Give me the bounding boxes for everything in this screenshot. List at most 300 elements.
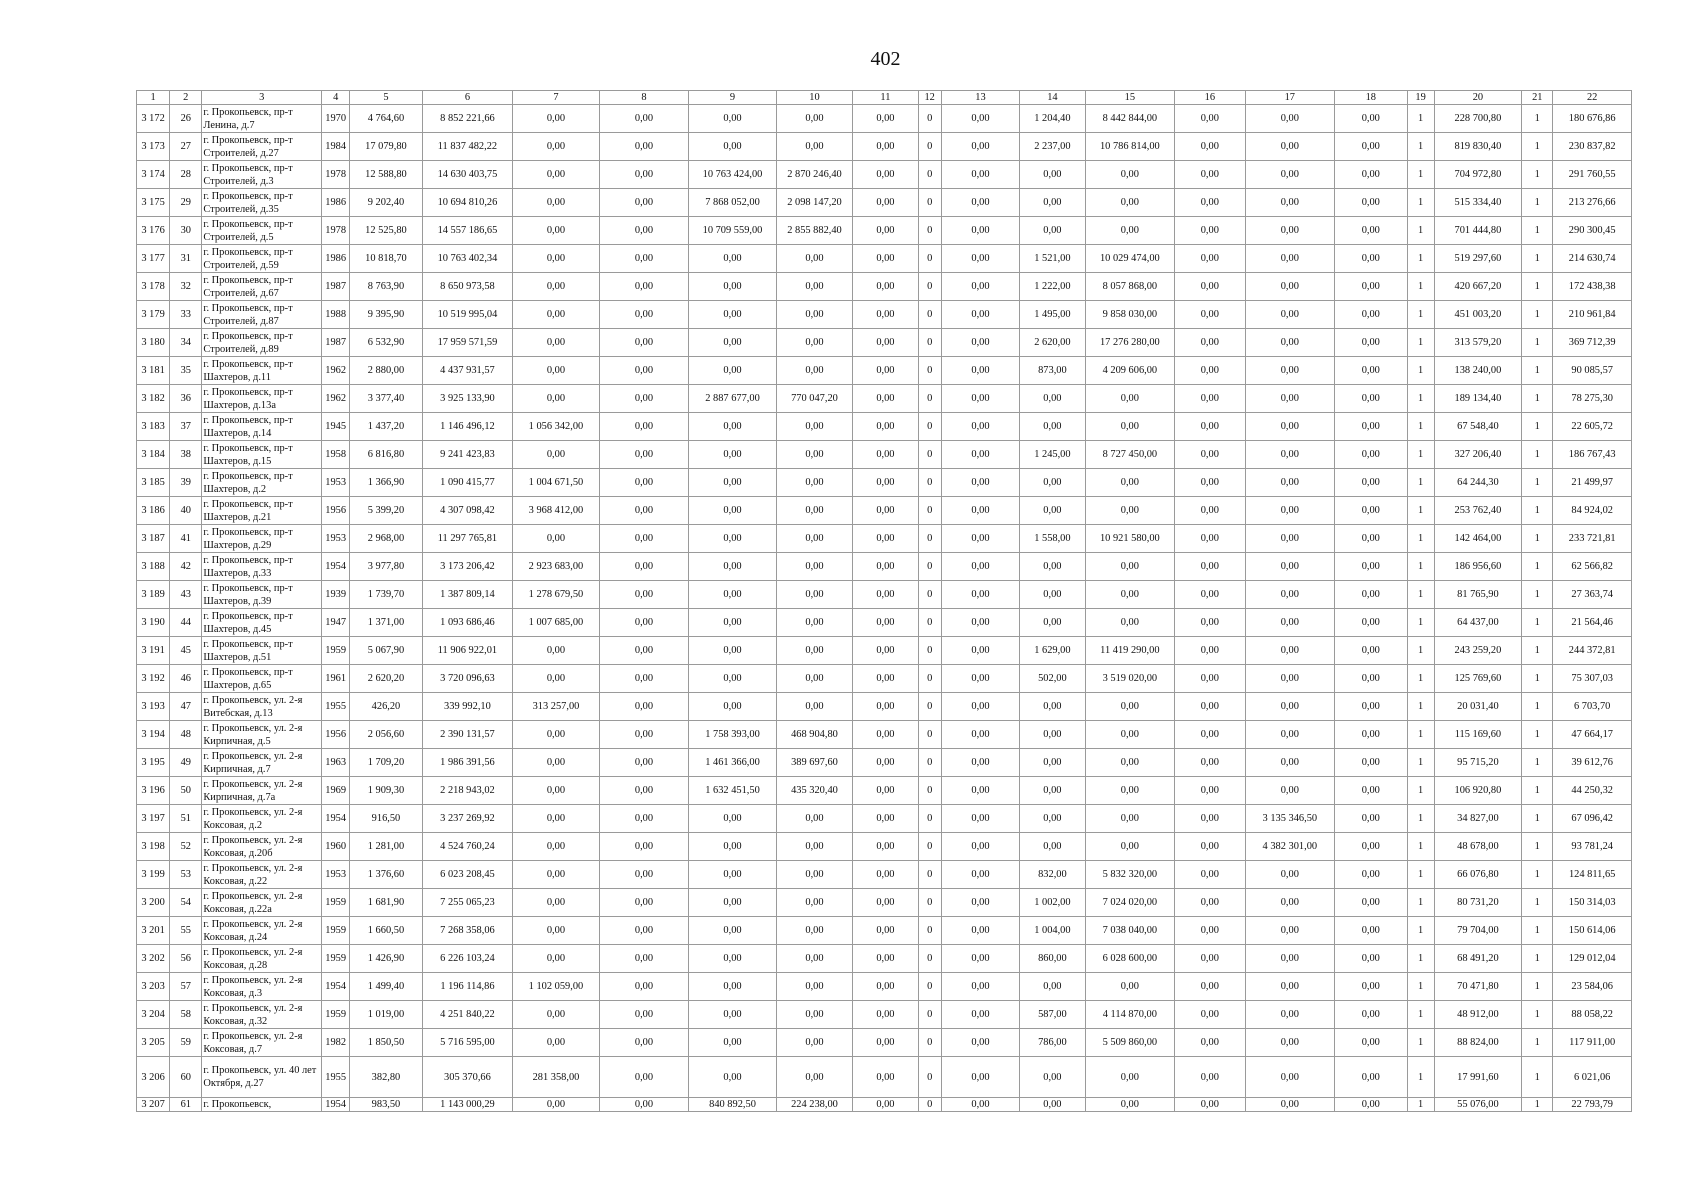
- table-cell: 0: [918, 721, 941, 749]
- table-cell: 3 172: [137, 105, 170, 133]
- table-cell: 1978: [322, 161, 350, 189]
- table-cell: 1984: [322, 133, 350, 161]
- table-cell: 0,00: [599, 217, 689, 245]
- table-cell: 0: [918, 245, 941, 273]
- table-cell: 3 202: [137, 945, 170, 973]
- table-cell: 0,00: [1335, 133, 1407, 161]
- column-header: 18: [1335, 91, 1407, 105]
- table-cell: 0,00: [513, 217, 600, 245]
- table-cell: 0,00: [941, 1001, 1019, 1029]
- table-cell: 0,00: [513, 1001, 600, 1029]
- table-cell: 0,00: [1335, 889, 1407, 917]
- table-cell: 0,00: [776, 273, 852, 301]
- table-cell: 1: [1407, 1029, 1434, 1057]
- table-cell: 1 004,00: [1020, 917, 1085, 945]
- table-cell: 11 297 765,81: [422, 525, 513, 553]
- column-header: 20: [1434, 91, 1522, 105]
- table-cell: 0,00: [776, 525, 852, 553]
- table-cell: 0,00: [1175, 861, 1245, 889]
- table-cell: 0,00: [689, 1057, 777, 1098]
- table-cell: 2 056,60: [350, 721, 422, 749]
- table-cell: 0,00: [853, 581, 918, 609]
- table-cell: 0,00: [689, 665, 777, 693]
- table-cell: 369 712,39: [1553, 329, 1632, 357]
- table-cell: 0,00: [1335, 161, 1407, 189]
- table-cell: 0: [918, 1029, 941, 1057]
- table-cell: 1: [1522, 553, 1553, 581]
- table-cell: 0,00: [1175, 917, 1245, 945]
- table-cell: 0,00: [513, 749, 600, 777]
- table-cell: 1: [1407, 105, 1434, 133]
- table-cell: 88 824,00: [1434, 1029, 1522, 1057]
- table-cell: 34 827,00: [1434, 805, 1522, 833]
- table-cell: 0,00: [941, 945, 1019, 973]
- table-cell: 1 371,00: [350, 609, 422, 637]
- table-cell: 0,00: [599, 861, 689, 889]
- table-cell: 2 880,00: [350, 357, 422, 385]
- table-cell: 0,00: [1020, 973, 1085, 1001]
- table-cell: 0,00: [853, 777, 918, 805]
- table-cell: 6 023 208,45: [422, 861, 513, 889]
- address-cell: г. Прокопьевск, пр-т Шахтеров, д.45: [202, 609, 322, 637]
- column-header: 5: [350, 91, 422, 105]
- address-cell: г. Прокопьевск, ул. 2-я Кирпичная, д.5: [202, 721, 322, 749]
- table-cell: 3 183: [137, 413, 170, 441]
- table-cell: 0,00: [941, 749, 1019, 777]
- table-cell: 0,00: [776, 973, 852, 1001]
- table-cell: 1 204,40: [1020, 105, 1085, 133]
- column-header: 16: [1175, 91, 1245, 105]
- table-cell: 0,00: [1020, 721, 1085, 749]
- table-cell: 3 197: [137, 805, 170, 833]
- table-cell: 64 437,00: [1434, 609, 1522, 637]
- table-cell: 0,00: [513, 273, 600, 301]
- table-cell: 2 620,20: [350, 665, 422, 693]
- table-cell: 0: [918, 273, 941, 301]
- table-cell: 1: [1407, 301, 1434, 329]
- table-cell: 0,00: [941, 833, 1019, 861]
- table-cell: 0,00: [1335, 973, 1407, 1001]
- table-cell: 0,00: [1335, 749, 1407, 777]
- table-cell: 0,00: [1175, 1001, 1245, 1029]
- table-cell: 0,00: [1175, 133, 1245, 161]
- table-cell: 6 816,80: [350, 441, 422, 469]
- table-cell: 0,00: [1020, 833, 1085, 861]
- table-cell: 3 207: [137, 1098, 170, 1112]
- address-cell: г. Прокопьевск, пр-т Строителей, д.87: [202, 301, 322, 329]
- table-cell: 1: [1522, 945, 1553, 973]
- table-cell: 1987: [322, 329, 350, 357]
- table-cell: 0,00: [599, 833, 689, 861]
- table-cell: 0,00: [1020, 693, 1085, 721]
- table-cell: 0,00: [599, 105, 689, 133]
- table-cell: 0,00: [941, 413, 1019, 441]
- table-cell: 0,00: [776, 133, 852, 161]
- table-cell: 0,00: [1335, 609, 1407, 637]
- table-cell: 6 021,06: [1553, 1057, 1632, 1098]
- address-cell: г. Прокопьевск, пр-т Шахтеров, д.15: [202, 441, 322, 469]
- table-cell: 61: [170, 1098, 202, 1112]
- table-cell: 0,00: [941, 721, 1019, 749]
- table-cell: 0,00: [776, 329, 852, 357]
- table-cell: 3 977,80: [350, 553, 422, 581]
- table-row: [137, 357, 1632, 385]
- table-cell: 0,00: [513, 889, 600, 917]
- table-cell: 4 764,60: [350, 105, 422, 133]
- table-cell: 1: [1407, 609, 1434, 637]
- column-header: 10: [776, 91, 852, 105]
- column-header: 19: [1407, 91, 1434, 105]
- table-cell: 0,00: [776, 105, 852, 133]
- table-cell: 3 135 346,50: [1245, 805, 1335, 833]
- table-cell: 243 259,20: [1434, 637, 1522, 665]
- table-row: [137, 693, 1632, 721]
- table-cell: 0,00: [941, 441, 1019, 469]
- table-cell: 0,00: [1175, 889, 1245, 917]
- table-cell: 0,00: [1245, 245, 1335, 273]
- address-cell: г. Прокопьевск, пр-т Строителей, д.3: [202, 161, 322, 189]
- table-row: [137, 105, 1632, 133]
- table-cell: 0,00: [689, 469, 777, 497]
- table-cell: 0,00: [1175, 1057, 1245, 1098]
- table-cell: 916,50: [350, 805, 422, 833]
- table-cell: 37: [170, 413, 202, 441]
- table-cell: 3 377,40: [350, 385, 422, 413]
- table-cell: 0,00: [1175, 161, 1245, 189]
- table-cell: 0,00: [1085, 161, 1175, 189]
- table-cell: 0: [918, 777, 941, 805]
- table-row: [137, 133, 1632, 161]
- table-cell: 32: [170, 273, 202, 301]
- table-cell: 1 629,00: [1020, 637, 1085, 665]
- table-cell: 0: [918, 217, 941, 245]
- table-cell: 0,00: [1245, 273, 1335, 301]
- table-cell: 0,00: [1175, 805, 1245, 833]
- table-cell: 1: [1407, 945, 1434, 973]
- table-cell: 0,00: [1085, 553, 1175, 581]
- table-cell: 0,00: [1175, 749, 1245, 777]
- table-cell: 1939: [322, 581, 350, 609]
- table-cell: 0,00: [941, 525, 1019, 553]
- column-header: 15: [1085, 91, 1175, 105]
- table-cell: 1: [1407, 469, 1434, 497]
- table-cell: 0,00: [776, 693, 852, 721]
- column-header: 13: [941, 91, 1019, 105]
- table-cell: 0,00: [1020, 189, 1085, 217]
- table-cell: 0,00: [853, 497, 918, 525]
- table-cell: 0: [918, 329, 941, 357]
- table-cell: 125 769,60: [1434, 665, 1522, 693]
- table-cell: 0,00: [1335, 525, 1407, 553]
- table-cell: 1954: [322, 973, 350, 1001]
- column-header: 3: [202, 91, 322, 105]
- table-cell: 17 991,60: [1434, 1057, 1522, 1098]
- table-cell: 4 114 870,00: [1085, 1001, 1175, 1029]
- table-cell: 0: [918, 161, 941, 189]
- table-cell: 0,00: [853, 945, 918, 973]
- table-cell: 214 630,74: [1553, 245, 1632, 273]
- table-cell: 3 237 269,92: [422, 805, 513, 833]
- table-cell: 0,00: [513, 189, 600, 217]
- table-cell: 502,00: [1020, 665, 1085, 693]
- table-row: [137, 189, 1632, 217]
- column-header: 4: [322, 91, 350, 105]
- table-cell: 11 837 482,22: [422, 133, 513, 161]
- table-cell: 0: [918, 189, 941, 217]
- table-cell: 0,00: [1085, 609, 1175, 637]
- table-cell: 49: [170, 749, 202, 777]
- table-cell: 0,00: [513, 329, 600, 357]
- table-cell: 1: [1407, 133, 1434, 161]
- address-cell: г. Прокопьевск, ул. 2-я Коксовая, д.22а: [202, 889, 322, 917]
- table-cell: 786,00: [1020, 1029, 1085, 1057]
- address-cell: г. Прокопьевск, ул. 2-я Коксовая, д.28: [202, 945, 322, 973]
- table-cell: 1953: [322, 525, 350, 553]
- table-cell: 0,00: [689, 273, 777, 301]
- table-cell: 0,00: [853, 469, 918, 497]
- table-cell: 0,00: [1020, 581, 1085, 609]
- table-cell: 0,00: [776, 609, 852, 637]
- address-cell: г. Прокопьевск, пр-т Шахтеров, д.33: [202, 553, 322, 581]
- column-header: 12: [918, 91, 941, 105]
- table-cell: 1: [1407, 833, 1434, 861]
- table-cell: 0,00: [853, 161, 918, 189]
- table-cell: 0,00: [1335, 245, 1407, 273]
- table-cell: 1: [1522, 581, 1553, 609]
- address-cell: г. Прокопьевск, пр-т Строителей, д.59: [202, 245, 322, 273]
- table-cell: 3 192: [137, 665, 170, 693]
- table-cell: 3 925 133,90: [422, 385, 513, 413]
- table-cell: 3 184: [137, 441, 170, 469]
- table-cell: 701 444,80: [1434, 217, 1522, 245]
- table-cell: 0,00: [513, 917, 600, 945]
- table-cell: 0,00: [599, 245, 689, 273]
- table-cell: 1954: [322, 805, 350, 833]
- table-cell: 0,00: [689, 245, 777, 273]
- table-cell: 0: [918, 133, 941, 161]
- table-cell: 0,00: [1175, 357, 1245, 385]
- table-cell: 129 012,04: [1553, 945, 1632, 973]
- table-cell: 22 605,72: [1553, 413, 1632, 441]
- table-cell: 1 090 415,77: [422, 469, 513, 497]
- table-cell: 860,00: [1020, 945, 1085, 973]
- table-cell: 2 855 882,40: [776, 217, 852, 245]
- table-cell: 0: [918, 553, 941, 581]
- table-cell: 0,00: [1085, 1057, 1175, 1098]
- table-cell: 0,00: [941, 973, 1019, 1001]
- table-cell: 35: [170, 357, 202, 385]
- table-cell: 3 189: [137, 581, 170, 609]
- table-cell: 0,00: [1335, 105, 1407, 133]
- table-cell: 22 793,79: [1553, 1098, 1632, 1112]
- table-cell: 770 047,20: [776, 385, 852, 413]
- table-cell: 0,00: [1085, 693, 1175, 721]
- table-cell: 0,00: [1335, 1029, 1407, 1057]
- table-cell: 1: [1522, 357, 1553, 385]
- table-cell: 0,00: [513, 357, 600, 385]
- column-header: 9: [689, 91, 777, 105]
- table-cell: 1: [1522, 189, 1553, 217]
- table-cell: 1: [1407, 553, 1434, 581]
- address-cell: г. Прокопьевск, пр-т Строителей, д.5: [202, 217, 322, 245]
- table-cell: 0,00: [689, 133, 777, 161]
- table-cell: 1: [1522, 413, 1553, 441]
- table-cell: 1: [1522, 273, 1553, 301]
- table-cell: 0,00: [1175, 245, 1245, 273]
- table-cell: 0,00: [513, 805, 600, 833]
- table-cell: 224 238,00: [776, 1098, 852, 1112]
- table-cell: 0,00: [599, 805, 689, 833]
- table-cell: 1959: [322, 637, 350, 665]
- table-cell: 0,00: [1020, 609, 1085, 637]
- table-cell: 1 245,00: [1020, 441, 1085, 469]
- table-cell: 0,00: [1085, 777, 1175, 805]
- table-cell: 0,00: [599, 917, 689, 945]
- table-cell: 0,00: [599, 1098, 689, 1112]
- table-cell: 43: [170, 581, 202, 609]
- table-cell: 4 209 606,00: [1085, 357, 1175, 385]
- table-cell: 1: [1522, 525, 1553, 553]
- table-cell: 1 632 451,50: [689, 777, 777, 805]
- table-cell: 1 002,00: [1020, 889, 1085, 917]
- table-cell: 0,00: [1245, 693, 1335, 721]
- table-cell: 0,00: [513, 637, 600, 665]
- table-cell: 1 850,50: [350, 1029, 422, 1057]
- address-cell: г. Прокопьевск, ул. 2-я Коксовая, д.3: [202, 973, 322, 1001]
- table-cell: 1: [1522, 749, 1553, 777]
- table-cell: 1 093 686,46: [422, 609, 513, 637]
- table-cell: 8 727 450,00: [1085, 441, 1175, 469]
- table-cell: 0,00: [853, 217, 918, 245]
- table-cell: 0: [918, 609, 941, 637]
- table-cell: 0,00: [513, 1029, 600, 1057]
- table-cell: 5 832 320,00: [1085, 861, 1175, 889]
- table-cell: 0,00: [1335, 861, 1407, 889]
- table-cell: 8 763,90: [350, 273, 422, 301]
- table-cell: 1959: [322, 917, 350, 945]
- table-cell: 0,00: [1335, 385, 1407, 413]
- table-cell: 1: [1522, 1029, 1553, 1057]
- table-cell: 8 852 221,66: [422, 105, 513, 133]
- table-cell: 0,00: [1175, 581, 1245, 609]
- table-row: [137, 861, 1632, 889]
- table-cell: 1: [1522, 329, 1553, 357]
- table-cell: 0: [918, 833, 941, 861]
- table-cell: 75 307,03: [1553, 665, 1632, 693]
- table-cell: 291 760,55: [1553, 161, 1632, 189]
- table-cell: 0: [918, 889, 941, 917]
- table-cell: 1: [1407, 917, 1434, 945]
- table-cell: 26: [170, 105, 202, 133]
- table-cell: 3 173 206,42: [422, 553, 513, 581]
- table-cell: 0: [918, 1057, 941, 1098]
- table-cell: 1: [1522, 889, 1553, 917]
- table-cell: 39 612,76: [1553, 749, 1632, 777]
- table-cell: 1: [1407, 329, 1434, 357]
- table-cell: 0,00: [1245, 945, 1335, 973]
- table-cell: 1955: [322, 693, 350, 721]
- table-cell: 3 190: [137, 609, 170, 637]
- table-cell: 1 426,90: [350, 945, 422, 973]
- table-cell: 5 067,90: [350, 637, 422, 665]
- table-cell: 2 620,00: [1020, 329, 1085, 357]
- table-cell: 0,00: [1245, 861, 1335, 889]
- table-cell: 0,00: [689, 357, 777, 385]
- table-cell: 0,00: [1335, 721, 1407, 749]
- table-cell: 95 715,20: [1434, 749, 1522, 777]
- table-cell: 3 174: [137, 161, 170, 189]
- table-row: [137, 161, 1632, 189]
- table-cell: 0,00: [599, 665, 689, 693]
- table-cell: 0,00: [1335, 441, 1407, 469]
- table-row: [137, 301, 1632, 329]
- table-cell: 1: [1522, 469, 1553, 497]
- table-cell: 1 143 000,29: [422, 1098, 513, 1112]
- table-cell: 0,00: [1020, 1057, 1085, 1098]
- table-cell: 0,00: [853, 861, 918, 889]
- table-cell: 0,00: [1245, 301, 1335, 329]
- table-cell: 0,00: [1020, 469, 1085, 497]
- table-cell: 0,00: [1175, 609, 1245, 637]
- table-cell: 2 923 683,00: [513, 553, 600, 581]
- table-cell: 339 992,10: [422, 693, 513, 721]
- table-cell: 1959: [322, 889, 350, 917]
- table-cell: 1: [1407, 581, 1434, 609]
- table-row: [137, 245, 1632, 273]
- table-cell: 56: [170, 945, 202, 973]
- table-cell: 0,00: [689, 945, 777, 973]
- table-cell: 40: [170, 497, 202, 525]
- table-cell: 0,00: [941, 637, 1019, 665]
- table-cell: 106 920,80: [1434, 777, 1522, 805]
- table-cell: 0,00: [1335, 1098, 1407, 1112]
- table-cell: 0,00: [776, 665, 852, 693]
- table-cell: 45: [170, 637, 202, 665]
- table-row: [137, 637, 1632, 665]
- table-cell: 0: [918, 637, 941, 665]
- table-cell: 0,00: [689, 805, 777, 833]
- column-header: 8: [599, 91, 689, 105]
- table-cell: 41: [170, 525, 202, 553]
- table-cell: 3 200: [137, 889, 170, 917]
- address-cell: г. Прокопьевск, ул. 2-я Кирпичная, д.7: [202, 749, 322, 777]
- address-cell: г. Прокопьевск, пр-т Шахтеров, д.14: [202, 413, 322, 441]
- table-cell: 0,00: [853, 357, 918, 385]
- table-cell: 0,00: [853, 1029, 918, 1057]
- table-cell: 0: [918, 497, 941, 525]
- table-cell: 3 968 412,00: [513, 497, 600, 525]
- table-cell: 1: [1407, 245, 1434, 273]
- table-cell: 0,00: [1175, 721, 1245, 749]
- table-cell: 4 307 098,42: [422, 497, 513, 525]
- table-cell: 0,00: [776, 1057, 852, 1098]
- table-cell: 0,00: [689, 693, 777, 721]
- table-cell: 0,00: [1175, 469, 1245, 497]
- table-cell: 1: [1522, 973, 1553, 1001]
- address-cell: г. Прокопьевск, ул. 2-я Кирпичная, д.7а: [202, 777, 322, 805]
- table-cell: 0,00: [776, 413, 852, 441]
- table-cell: 0,00: [1245, 581, 1335, 609]
- table-cell: 28: [170, 161, 202, 189]
- table-cell: 1: [1522, 777, 1553, 805]
- address-cell: г. Прокопьевск, ул. 2-я Витебская, д.13: [202, 693, 322, 721]
- table-cell: 435 320,40: [776, 777, 852, 805]
- table-cell: 1: [1407, 217, 1434, 245]
- table-cell: 10 921 580,00: [1085, 525, 1175, 553]
- table-row: [137, 1057, 1632, 1098]
- table-cell: 0,00: [941, 133, 1019, 161]
- table-cell: 0,00: [853, 385, 918, 413]
